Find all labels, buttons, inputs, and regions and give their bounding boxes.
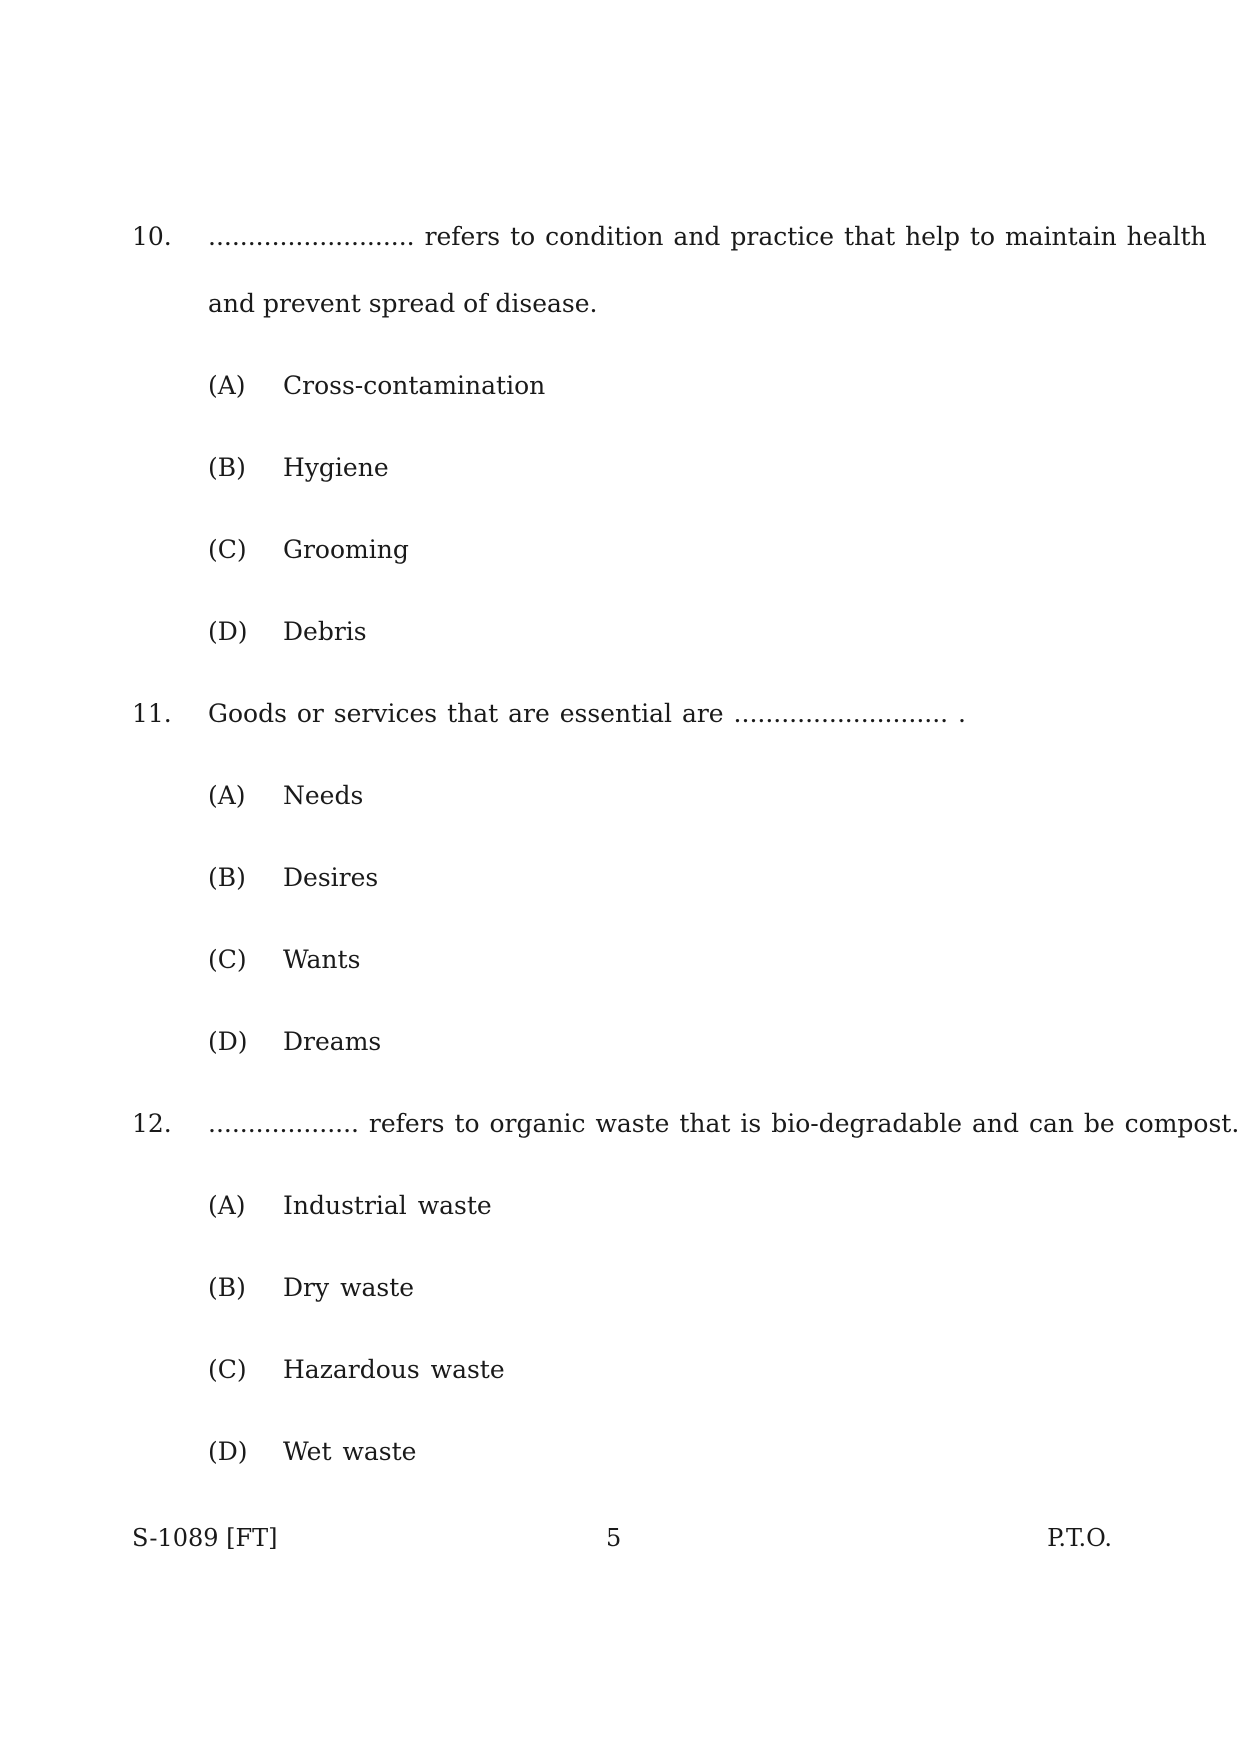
option-letter: (A) [208, 1191, 246, 1220]
option-text: Dry waste [283, 1273, 415, 1302]
option-letter: (A) [208, 781, 246, 810]
option-text: Needs [283, 781, 364, 810]
option-letter: (D) [208, 1027, 248, 1056]
question-number: 12. [132, 1109, 172, 1138]
option-letter: (C) [208, 1355, 247, 1384]
option-text: Debris [283, 617, 367, 646]
option-text: Cross-contamination [283, 371, 546, 400]
option-text: Wants [283, 945, 361, 974]
option-letter: (A) [208, 371, 246, 400]
option-text: Hazardous waste [283, 1355, 505, 1384]
option-letter: (B) [208, 453, 246, 482]
paper-code: S-1089 [FT] [132, 1524, 278, 1552]
option-text: Desires [283, 863, 379, 892]
option-text: Industrial waste [283, 1191, 492, 1220]
question-text: .......................... refers to condition and practice that help to maintain health [208, 222, 1207, 251]
option-letter: (D) [208, 1437, 248, 1466]
question-text: Goods or services that are essential are ........................... . [208, 699, 967, 728]
option-letter: (D) [208, 617, 248, 646]
question-text-continued: and prevent spread of disease. [208, 289, 598, 318]
question-number: 10. [132, 222, 172, 251]
please-turn-over: P.T.O. [1047, 1524, 1112, 1552]
question-text: ................... refers to organic waste that is bio-degradable and can be compost. [208, 1109, 1240, 1138]
option-letter: (C) [208, 945, 247, 974]
option-text: Dreams [283, 1027, 382, 1056]
question-number: 11. [132, 699, 172, 728]
option-letter: (B) [208, 863, 246, 892]
option-letter: (C) [208, 535, 247, 564]
option-text: Hygiene [283, 453, 389, 482]
option-text: Grooming [283, 535, 409, 564]
option-text: Wet waste [283, 1437, 417, 1466]
page-number: 5 [606, 1524, 622, 1552]
option-letter: (B) [208, 1273, 246, 1302]
